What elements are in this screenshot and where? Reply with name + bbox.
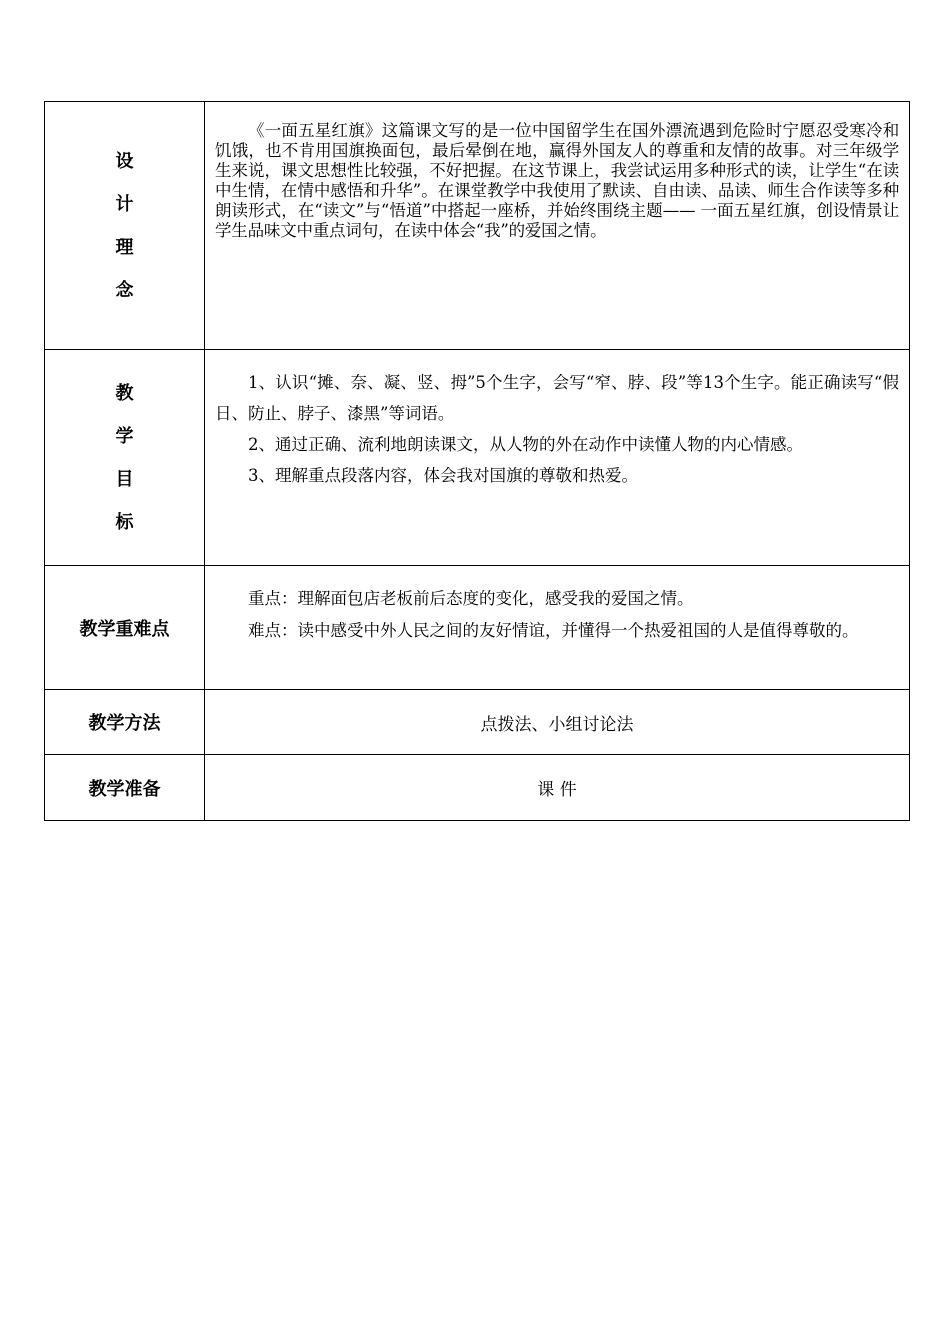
goal-item: 3、理解重点段落内容，体会我对国旗的尊敬和热爱。 [248, 466, 638, 485]
table-row-key-difficult-points [45, 566, 910, 690]
row-body-cell [205, 690, 910, 755]
row-label-cell [45, 755, 205, 821]
lesson-plan-table [44, 101, 910, 821]
teaching-method-value: 点拨法、小组讨论法 [480, 714, 634, 735]
row-label-cell [45, 566, 205, 690]
row-label-cell [45, 350, 205, 566]
key-point-item: 重点：理解面包店老板前后态度的变化，感受我的爱国之情。 [248, 589, 694, 608]
row-body-cell [205, 755, 910, 821]
teaching-prep-label: 教学准备 [88, 778, 161, 800]
design-concept-label [45, 102, 204, 349]
table-row-design-concept [45, 102, 910, 350]
teaching-method-label: 教学方法 [88, 713, 161, 734]
label-char: 计 [115, 193, 134, 215]
table-row-teaching-prep [45, 755, 910, 821]
label-char: 理 [115, 236, 134, 258]
label-char: 学 [115, 425, 134, 447]
label-char: 标 [115, 511, 134, 533]
label-char: 念 [115, 279, 134, 301]
key-points-label: 教学重难点 [79, 618, 170, 640]
label-char: 教 [115, 382, 134, 404]
goal-item: 2、通过正确、流利地朗读课文，从人物的外在动作中读懂人物的内心情感。 [248, 435, 803, 454]
label-char: 目 [115, 468, 134, 490]
teaching-prep-value: 课 件 [537, 780, 577, 800]
row-body-cell [205, 566, 910, 690]
table-row-teaching-goals [45, 350, 910, 566]
row-label-cell [45, 690, 205, 755]
row-body-cell [205, 350, 910, 566]
table-row-teaching-method [45, 690, 910, 755]
row-body-cell [205, 102, 910, 350]
label-char: 设 [115, 150, 134, 172]
design-concept-text: 《一面五星红旗》这篇课文写的是一位中国留学生在国外漂流遇到危险时宁愿忍受寒冷和饥饿，也不肯用国旗换面包，最后晕倒在地，赢得外国友人的尊重和友情的故事。对三年级学生来说，课文思想性比较强，不好把握。在这节课上，我尝试运用多种形式的读，让学生“在读中生情，在情中感悟和升华”。在课堂教学中我使用了默读、自由读、品读、师生合作读等多种朗读形式，在“读文”与“悟道”中搭起一座桥，并始终围绕主题—— 一面五星红旗，创设情景让学生品味文中重点词句，在读中体会“我”的爱国之情。 [215, 121, 899, 240]
difficult-point-item: 难点：读中感受中外人民之间的友好情谊，并懂得一个热爱祖国的人是值得尊敬的。 [248, 621, 859, 640]
goal-item: 1、认识“摊、奈、凝、竖、拇”5个生字，会写“窄、脖、段”等13个生字。能正确读写“假日、防止、脖子、漆黑”等词语。 [215, 373, 899, 423]
row-label-cell [45, 102, 205, 350]
teaching-goals-label [45, 350, 204, 565]
